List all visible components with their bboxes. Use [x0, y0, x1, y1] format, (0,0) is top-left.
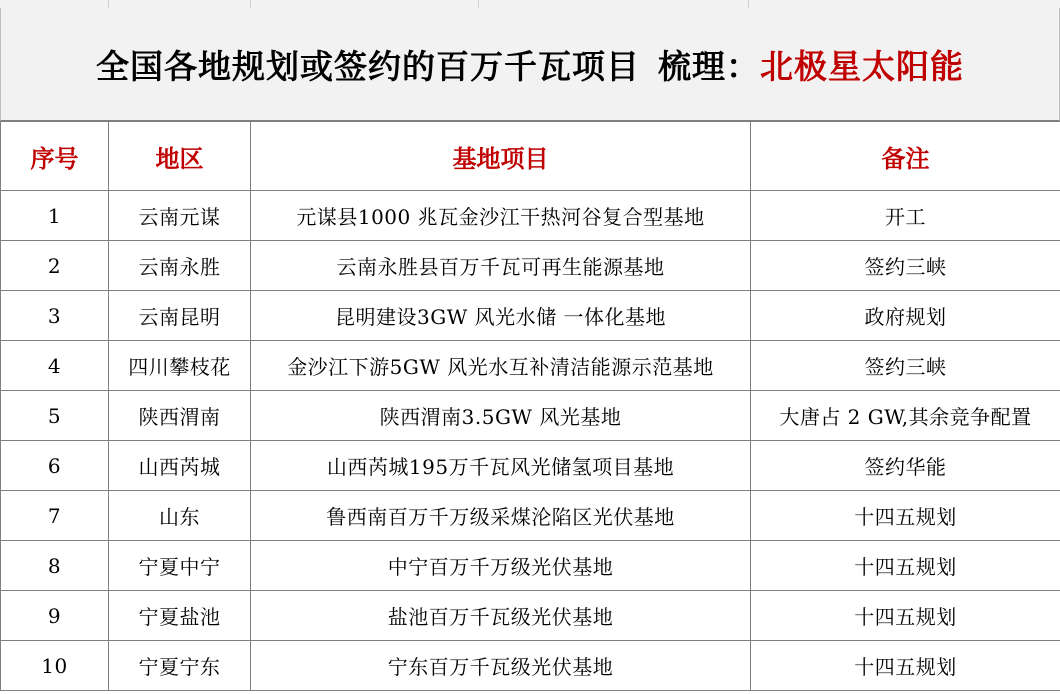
cell-index: 8	[1, 541, 109, 591]
cell-region: 云南元谋	[109, 191, 251, 241]
cell-note: 签约三峡	[751, 241, 1060, 291]
cell-note: 十四五规划	[751, 591, 1060, 641]
cell-note: 十四五规划	[751, 491, 1060, 541]
header-project: 基地项目	[251, 122, 751, 191]
cell-note: 十四五规划	[751, 541, 1060, 591]
cell-region: 四川攀枝花	[109, 341, 251, 391]
table-row	[1, 391, 1060, 441]
cell-region: 山东	[109, 491, 251, 541]
table-row	[1, 341, 1060, 391]
cell-project: 金沙江下游5GW 风光水互补清洁能源示范基地	[251, 341, 751, 391]
table-row	[1, 541, 1060, 591]
table-header-row	[1, 122, 1060, 191]
cell-region: 宁夏中宁	[109, 541, 251, 591]
cell-project: 鲁西南百万千万级采煤沦陷区光伏基地	[251, 491, 751, 541]
cell-note: 开工	[751, 191, 1060, 241]
cell-region: 山西芮城	[109, 441, 251, 491]
cell-index: 2	[1, 241, 109, 291]
cell-project: 云南永胜县百万千瓦可再生能源基地	[251, 241, 751, 291]
cell-index: 5	[1, 391, 109, 441]
table-row	[1, 641, 1060, 691]
cell-project: 宁东百万千瓦级光伏基地	[251, 641, 751, 691]
cell-index: 6	[1, 441, 109, 491]
projects-table	[0, 121, 1060, 691]
header-region: 地区	[109, 122, 251, 191]
cell-region: 宁夏盐池	[109, 591, 251, 641]
cell-index: 10	[1, 641, 109, 691]
cell-project: 山西芮城195万千瓦风光储氢项目基地	[251, 441, 751, 491]
cell-index: 4	[1, 341, 109, 391]
cell-project: 中宁百万千万级光伏基地	[251, 541, 751, 591]
cell-note: 大唐占 2 GW,其余竞争配置	[751, 391, 1060, 441]
header-note: 备注	[751, 122, 1060, 191]
cell-region: 云南永胜	[109, 241, 251, 291]
cell-project: 盐池百万千瓦级光伏基地	[251, 591, 751, 641]
cell-index: 1	[1, 191, 109, 241]
table-row	[1, 591, 1060, 641]
cell-note: 签约华能	[751, 441, 1060, 491]
cell-note: 签约三峡	[751, 341, 1060, 391]
table-row	[1, 491, 1060, 541]
table-row	[1, 291, 1060, 341]
cell-note: 政府规划	[751, 291, 1060, 341]
title-brand: 北极星太阳能	[760, 46, 964, 86]
cell-region: 云南昆明	[109, 291, 251, 341]
table-row	[1, 441, 1060, 491]
table-row	[1, 241, 1060, 291]
page-title	[96, 41, 964, 88]
cell-project: 陕西渭南3.5GW 风光基地	[251, 391, 751, 441]
title-main: 全国各地规划或签约的百万千瓦项目	[96, 46, 640, 86]
cell-index: 7	[1, 491, 109, 541]
title-banner	[0, 8, 1060, 121]
cell-note: 十四五规划	[751, 641, 1060, 691]
cell-region: 宁夏宁东	[109, 641, 251, 691]
header-index: 序号	[1, 122, 109, 191]
table-row	[1, 191, 1060, 241]
cell-region: 陕西渭南	[109, 391, 251, 441]
cell-index: 9	[1, 591, 109, 641]
title-prefix: 梳理：	[658, 46, 760, 86]
cell-project: 元谋县1000 兆瓦金沙江干热河谷复合型基地	[251, 191, 751, 241]
cell-project: 昆明建设3GW 风光水储 一体化基地	[251, 291, 751, 341]
cell-index: 3	[1, 291, 109, 341]
